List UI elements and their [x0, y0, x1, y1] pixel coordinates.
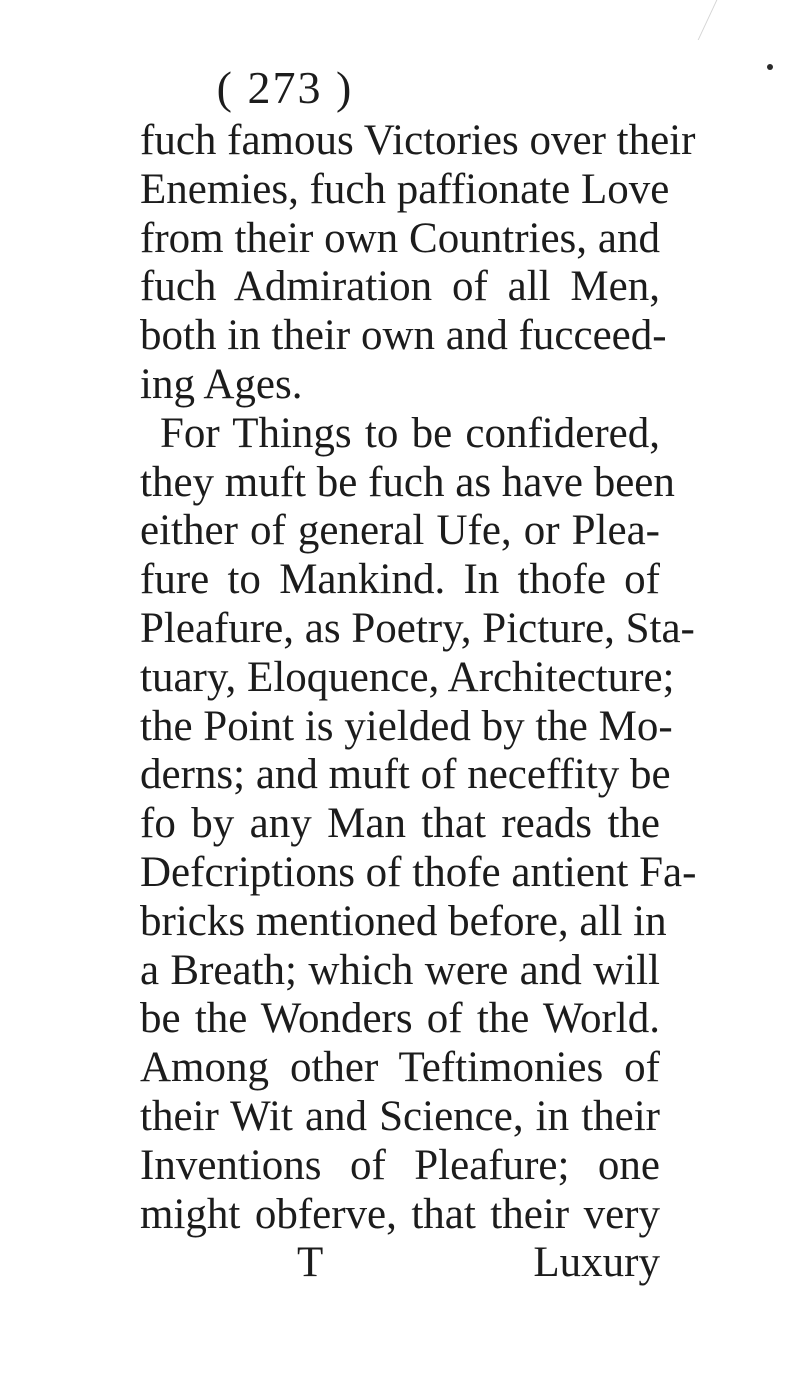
text-line: fuch famous Victories over their: [140, 117, 696, 164]
ink-speck: [767, 64, 773, 70]
text-line: they muft be fuch as have been: [140, 458, 675, 506]
text-line: bricks mentioned before, all in: [140, 897, 667, 945]
text-line: fo by any Man that reads the: [140, 800, 660, 848]
text-line: Inventions of Pleafure; one: [140, 1141, 660, 1189]
text-line: fure to Mankind. In thofe of: [140, 556, 660, 604]
catchword: Luxury: [533, 1239, 660, 1287]
footer-row: [140, 1239, 660, 1288]
body-text: [140, 117, 697, 1288]
text-line: the Point is yielded by the Mo-: [140, 702, 673, 750]
text-line: derns; and muft of neceffity be: [140, 751, 671, 799]
text-line: their Wit and Science, in their: [140, 1092, 660, 1140]
page-number: ( 273 ): [216, 62, 354, 113]
text-line: both in their own and fucceed-: [140, 312, 667, 360]
text-line: be the Wonders of the World.: [140, 995, 660, 1043]
text-line: Pleafure, as Poetry, Picture, Sta-: [140, 604, 695, 652]
text-line: fuch Admiration of all Men,: [140, 263, 660, 311]
paragraph-start-line: For Things to be confidered,: [160, 409, 660, 457]
page-corner-crease: [684, 0, 718, 40]
text-line: Defcriptions of thofe antient Fa-: [140, 848, 697, 896]
signature-mark: T: [297, 1239, 324, 1287]
text-line: from their own Countries, and: [140, 214, 660, 262]
text-line: ing Ages.: [140, 360, 303, 408]
text-line: a Breath; which were and will: [140, 946, 660, 994]
text-line: Enemies, fuch paffionate Love: [140, 165, 670, 213]
text-line: Among other Teftimonies of: [140, 1044, 660, 1092]
text-line: either of general Ufe, or Plea-: [140, 507, 660, 555]
text-line: might obferve, that their very: [140, 1190, 660, 1238]
text-line: tuary, Eloquence, Architecture;: [140, 653, 675, 701]
